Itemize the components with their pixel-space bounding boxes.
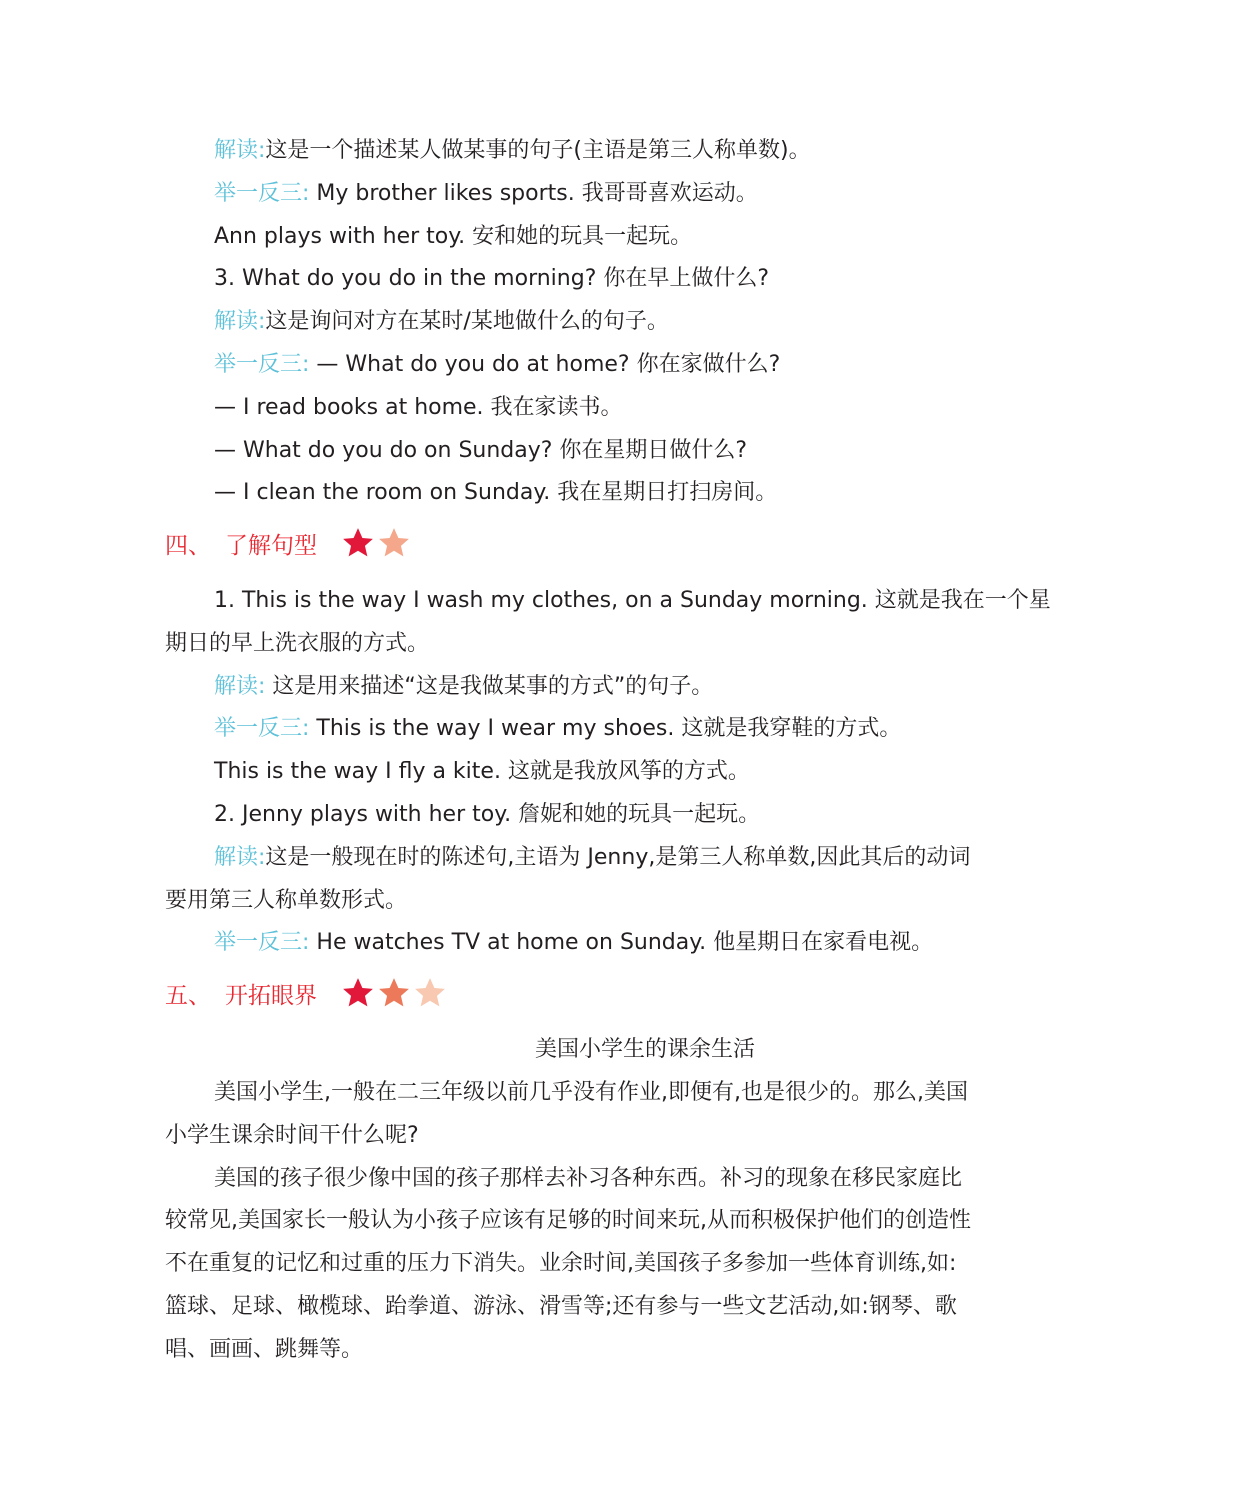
line-text: He watches TV at home on Sunday. 他星期日在家看电视。 xyxy=(309,930,934,956)
text-line xyxy=(214,714,901,744)
line-text: 期日的早上洗衣服的方式。 xyxy=(165,630,430,656)
section-title: 了解句型 xyxy=(225,532,317,559)
line-text: 美国的孩子很少像中国的孩子那样去补习各种东西。补习的现象在移民家庭比 xyxy=(214,1165,963,1191)
annotation-label: 举一反三: xyxy=(214,930,310,956)
text-line xyxy=(214,800,760,830)
line-text: 较常见,美国家长一般认为小孩子应该有足够的时间来玩,从而积极保护他们的创造性 xyxy=(165,1208,971,1234)
line-text: 篮球、足球、橄榄球、跆拳道、游泳、滑雪等;还有参与一些文艺活动,如:钢琴、歌 xyxy=(165,1294,957,1319)
line-text: 小学生课余时间干什么呢? xyxy=(165,1122,419,1148)
line-text: 美国小学生,一般在二三年级以前几乎没有作业,即便有,也是很少的。那么,美国 xyxy=(214,1080,968,1105)
section-title: 开拓眼界 xyxy=(225,982,317,1009)
text-line xyxy=(214,1164,962,1194)
line-text: 这是一个描述某人做某事的句子(主语是第三人称单数)。 xyxy=(265,138,811,163)
line-text: This is the way I fly a kite. 这就是我放风筝的方式。 xyxy=(214,759,750,785)
text-line xyxy=(214,350,780,380)
annotation-label: 举一反三: xyxy=(214,352,310,377)
annotation-label: 解读: xyxy=(214,673,266,699)
text-line xyxy=(214,264,769,294)
line-text: 不在重复的记忆和过重的压力下消失。业余时间,美国孩子多参加一些体育训练,如: xyxy=(165,1251,957,1277)
difficulty-stars xyxy=(341,526,413,560)
difficulty-stars xyxy=(341,976,449,1010)
text-line xyxy=(214,436,747,466)
text-line xyxy=(165,1292,957,1322)
text-line xyxy=(165,1249,956,1279)
text-line xyxy=(214,179,758,209)
text-line xyxy=(214,478,777,508)
line-text: — What do you do on Sunday? 你在星期日做什么? xyxy=(214,437,748,463)
annotation-label: 举一反三: xyxy=(214,180,310,206)
line-text: 这是询问对方在某时/某地做什么的句子。 xyxy=(265,309,669,335)
text-line xyxy=(214,928,933,958)
text-line xyxy=(214,586,1051,616)
annotation-label: 举一反三: xyxy=(214,716,310,742)
line-text: — I clean the room on Sunday. 我在星期日打扫房间。 xyxy=(214,480,778,506)
annotation-label: 解读: xyxy=(214,138,266,163)
text-line xyxy=(165,886,407,916)
text-line xyxy=(165,629,429,659)
section-number: 四、 xyxy=(165,532,211,559)
text-line xyxy=(214,843,970,873)
star-icon xyxy=(341,976,375,1010)
text-line xyxy=(214,307,669,337)
text-line xyxy=(165,1206,971,1236)
line-text: — I read books at home. 我在家读书。 xyxy=(214,394,623,420)
line-text: 这是一般现在时的陈述句,主语为 Jenny,是第三人称单数,因此其后的动词 xyxy=(265,844,971,870)
star-icon xyxy=(377,976,411,1010)
line-text: Ann plays with her toy. 安和她的玩具一起玩。 xyxy=(214,223,693,249)
line-text: 1. This is the way I wash my clothes, on a Sunday morning. 这就是我在一个星 xyxy=(214,588,1051,613)
line-text: — What do you do at home? 你在家做什么? xyxy=(309,352,781,377)
line-text: 3. What do you do in the morning? 你在早上做什么? xyxy=(214,266,770,292)
text-line xyxy=(214,222,692,252)
text-line xyxy=(214,393,623,423)
text-line xyxy=(214,1078,968,1108)
annotation-label: 解读: xyxy=(214,309,266,335)
line-text: My brother likes sports. 我哥哥喜欢运动。 xyxy=(309,180,758,206)
article-title: 美国小学生的课余生活 xyxy=(534,1037,755,1062)
section-number: 五、 xyxy=(165,982,211,1009)
line-text: This is the way I wear my shoes. 这就是我穿鞋的方式。 xyxy=(309,716,902,742)
star-icon xyxy=(341,526,375,560)
line-text: 要用第三人称单数形式。 xyxy=(165,887,408,913)
line-text: 这是用来描述“这是我做某事的方式”的句子。 xyxy=(265,673,714,699)
star-icon xyxy=(413,976,447,1010)
text-line xyxy=(214,136,811,166)
star-icon xyxy=(377,526,411,560)
text-line xyxy=(214,757,750,787)
text-line xyxy=(214,672,713,702)
text-line xyxy=(165,1121,419,1151)
section-4-heading xyxy=(165,526,413,560)
line-text: 唱、画画、跳舞等。 xyxy=(165,1336,364,1362)
section-5-heading xyxy=(165,976,449,1010)
line-text: 2. Jenny plays with her toy. 詹妮和她的玩具一起玩。 xyxy=(214,802,761,827)
text-line xyxy=(165,1335,363,1365)
annotation-label: 解读: xyxy=(214,844,266,870)
